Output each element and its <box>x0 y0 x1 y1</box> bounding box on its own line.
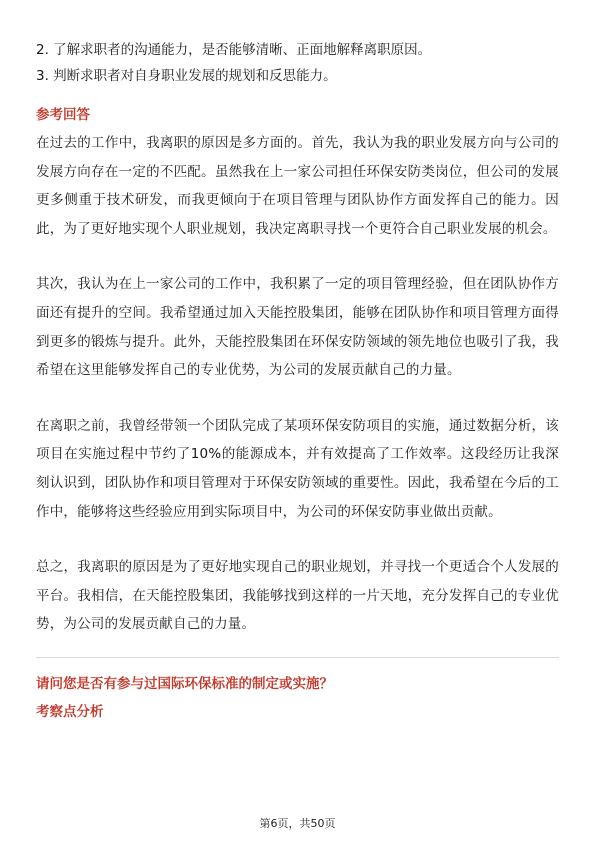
question-divider <box>36 657 559 726</box>
answer-paragraph-2: 其次，我认为在上一家公司的工作中，我积累了一定的项目管理经验，但在团队协作方面还有提升的空间。我希望通过加入天能控股集团，能够在团队协作和项目管理方面得到更多的锻炼与提升。此外，天能控股集团在环保安防领域的领先地位也吸引了我，我希望在这里能够发挥自己的专业优势，为公司的发展贡献自己的力量。 <box>36 276 559 379</box>
page-content <box>36 0 559 726</box>
question-heading: 请问您是否有参与过国际环保标准的制定或实施？ <box>36 675 333 692</box>
answer-paragraph-1: 在过去的工作中，我离职的原因是多方面的。首先，我认为我的职业发展方向与公司的发展方向存在一定的不匹配。虽然我在上一家公司担任环保安防类岗位，但公司的发展更多侧重于技术研发，而我更倾向于在项目管理与团队协作方面发挥自己的能力。因此，为了更好地实现个人职业规划，我决定离职寻找一个更符合自己职业发展的机会。 <box>36 135 559 237</box>
page-footer: 第6页，共50页 <box>259 817 336 830</box>
list-item-2: 2. 了解求职者的沟通能力，是否能够清晰、正面地解释离职原因。 <box>36 42 432 58</box>
reference-answer-heading: 参考回答 <box>36 107 90 123</box>
answer-paragraph-3: 在离职之前，我曾经带领一个团队完成了某项环保安防项目的实施，通过数据分析，该项目在实施过程中节约了10%的能源成本，并有效提高了工作效率。这段经历让我深刻认识到，团队协作和项目管理对于环保安防领域的重要性。因此，我希望在今后的工作中，能够将这些经验应用到实际项目中，为公司的环保安防事业做出贡献。 <box>36 417 559 520</box>
list-item-3: 3. 判断求职者对自身职业发展的规划和反思能力。 <box>36 68 337 84</box>
analysis-heading: 考察点分析 <box>36 703 104 720</box>
answer-paragraph-4: 总之，我离职的原因是为了更好地实现自己的职业规划，并寻找一个更适合个人发展的平台。我相信，在天能控股集团，我能够找到这样的一片天地，充分发挥自己的专业优势，为公司的发展贡献自己的力量。 <box>36 559 559 633</box>
